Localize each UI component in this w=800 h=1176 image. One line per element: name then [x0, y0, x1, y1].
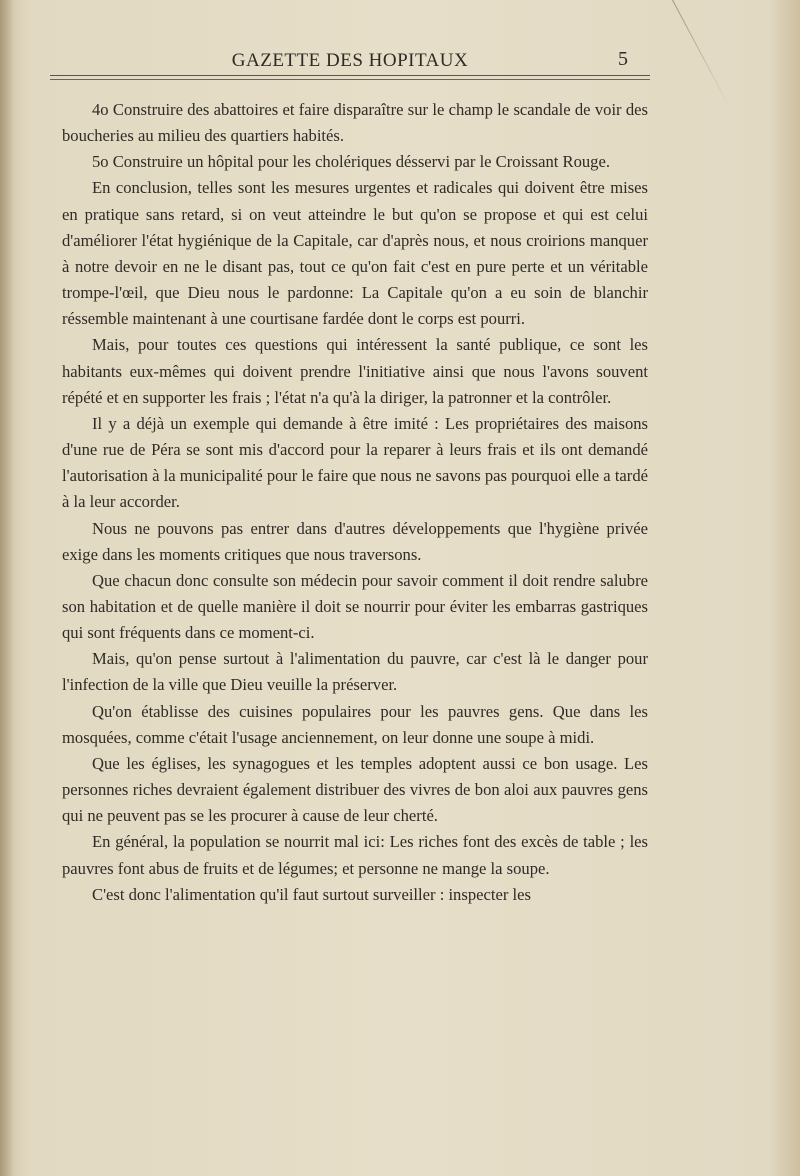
paper-crease: [672, 0, 729, 106]
journal-title: GAZETTE DES HOPITAUX: [231, 50, 469, 71]
paragraph-initiative: Mais, pour toutes ces questions qui intéressent la santé publique, ce sont les habitants eux-mêmes qui doivent prendre l'initiative ainsi que nous l'avons souvent répété et en supporter les frais ; l'état n'a qu'à la diriger, la patronner et la contrôler.: [62, 335, 648, 407]
header-rule-thin: [50, 79, 650, 80]
binding-shadow: [0, 0, 14, 1176]
paragraph-example: Il y a déjà un exemple qui demande à être imité : Les propriétaires des maisons d'une rue de Péra se sont mis d'accord pour la reparer à leurs frais et ils ont demandé l'autorisation à la municipalité pour le faire que nous ne savons pas pourquoi elle a tardé à la leur accorder.: [62, 413, 648, 512]
paragraph-kitchens: Qu'on établisse des cuisines populaires pour les pauvres gens. Que dans les mosquées, comme c'était l'usage anciennement, on leur donne une soupe à midi.: [62, 701, 648, 747]
paragraph-churches: Que les églises, les synagogues et les temples adoptent aussi ce bon usage. Les personnes riches devraient également distribuer des vivres de bon aloi aux pauvres gens qui ne peuvent pas se les procurer à cause de leur cherté.: [62, 753, 648, 826]
paragraph-consult: Que chacun donc consulte son médecin pour savoir comment il doit rendre salubre son habitation et de quelle manière il doit se nourrir pour éviter les embarras gastriques qui sont fréquents dans ce moment-ci.: [62, 570, 648, 643]
paragraph-hospital: 5o Construire un hôpital pour les cholériques désservi par le Croissant Rouge.: [92, 152, 610, 172]
paragraph-poor-food: Mais, qu'on pense surtout à l'alimentation du pauvre, car c'est là le danger pour l'infection de la ville que Dieu veuille la préserver.: [62, 649, 648, 695]
article-body: [62, 97, 648, 908]
header-rule: [50, 75, 650, 76]
paragraph-general: En général, la population se nourrit mal ici: Les riches font des excès de table ; les pauvres font abus de fruits et de légumes; et personne ne mange la soupe.: [62, 832, 648, 878]
paragraph-conclusion: En conclusion, telles sont les mesures urgentes et radicales qui doivent être mises en pratique sans retard, si on veut atteindre le but qu'on se propose et qui est celui d'améliorer l'état hygiénique de la Capitale, car d'après nous, et nous croirions manquer à notre devoir en ne le disant pas, tout ce qu'on fait c'est en pure perte et un véritable trompe-l'œil, que Dieu nous le pardonne: La Capitale qu'on a eu soin de blanchir réssemble maintenant à une courtisane fardée dont le corps est pourri.: [62, 178, 648, 329]
paragraph-surveillance: C'est donc l'alimentation qu'il faut surtout surveiller : inspecter les: [92, 884, 531, 904]
paragraph-private-hygiene: Nous ne pouvons pas entrer dans d'autres développements que l'hygiène privée exige dans les moments critiques que nous traversons.: [62, 518, 648, 564]
running-header: [50, 48, 650, 88]
page-number: 5: [618, 48, 628, 70]
paragraph-abattoirs: 4o Construire des abattoires et faire disparaître sur le champ le scandale de voir des boucheries au milieu des quartiers habités.: [62, 100, 648, 146]
